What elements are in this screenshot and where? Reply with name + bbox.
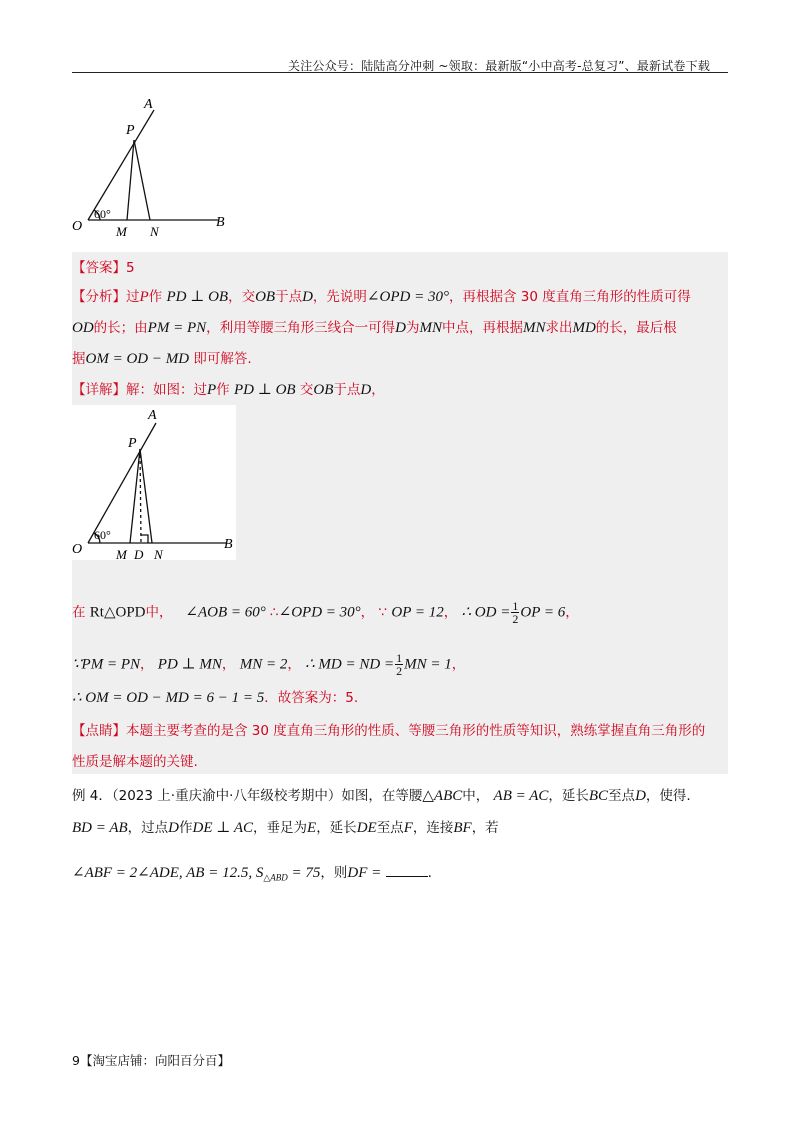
example-math: BD = AB [72,820,128,836]
figure-2-diagram [70,405,240,565]
detail-text: 交 [299,382,314,398]
analysis-line-2 [72,318,677,338]
example-math: AB = AC [493,788,549,804]
example-math: DE [356,820,377,836]
analysis-math: D [395,320,406,336]
analysis-text: 即可解答. [193,351,252,367]
fraction-denominator: 2 [396,664,403,678]
solution-math: MN = 2 [239,656,288,673]
example-math: BC [588,788,609,804]
example4-line-1 [72,786,691,806]
detail-line [72,380,385,400]
fraction-denominator: 2 [512,612,519,626]
answer-label: 【答案】 [72,260,126,276]
solution-math: ∴ OM = OD − MD = 6 − 1 = 5 [72,690,265,706]
detail-math: P [207,382,217,398]
example-text: . [427,865,432,881]
analysis-math: PM = PN [147,320,207,336]
detail-text: 作 [216,382,230,398]
analysis-math: MN [419,320,442,336]
comment-text: 性质是解本题的关键. [72,754,198,770]
label-a: A [148,408,157,423]
solution-text: ， [360,604,375,621]
label-n: N [150,224,159,239]
label-b: B [216,215,225,230]
answer-blank [386,862,428,877]
example-subscript: △ABD [263,872,288,883]
solution-math: Rt△OPD [89,604,146,621]
solution-math: MN = 1 [404,656,452,673]
label-m: M [116,547,127,562]
example-text: ，若 [471,820,499,836]
example-text: ，过点 [127,820,169,836]
solution-text: ， [287,656,301,673]
example-math: = 75 [287,865,321,881]
footer-text: 9【淘宝店铺：向阳百分百】 [72,1053,230,1068]
analysis-text: 过 [126,289,140,305]
example-math: D [168,820,180,836]
label-m: M [116,224,127,239]
detail-label: 【详解】 [72,382,126,398]
label-d: D [134,547,144,562]
solution-text: ∵ [378,604,388,621]
header-divider [72,72,728,73]
example-math: D [635,788,646,804]
analysis-line-3 [72,349,252,369]
example-text: ，连接 [412,820,454,836]
analysis-math: PD ⊥ OB [166,289,229,305]
analysis-text: 中点，再根据 [441,320,523,336]
solution-text: ， [221,656,236,673]
fraction-numerator: 1 [512,599,519,613]
answer-line [72,258,135,278]
solution-math: ∴ OD = [461,604,511,621]
example-text: ，则 [320,865,348,881]
analysis-text: 求出 [545,320,573,336]
example-math: DF = [347,865,382,881]
solution-line-1 [72,600,579,625]
analysis-math: D [302,289,313,305]
solution-text: ∴ [270,604,279,621]
example-text: ，延长 [548,788,589,804]
segment-pn [134,140,150,220]
analysis-math: OM = OD − MD [85,351,190,367]
example-text: 作 [179,820,193,836]
label-angle: 60° [94,528,111,542]
solution-math: OP = 12 [391,604,444,621]
solution-text: ， [443,604,458,621]
label-angle: 60° [94,207,111,221]
example-math: F [403,820,413,836]
header-text: 关注公众号：陆陆高分冲刺 ~领取：最新版“小中高考-总复习”、最新试卷下载 [288,59,711,73]
segment-pn [140,449,152,543]
fraction-numerator: 1 [396,651,403,665]
analysis-math: ∠OPD = 30° [366,289,449,305]
example-text: 例 4．（2023 上·重庆渝中·八年级校考期中）如图，在等腰 [72,788,423,804]
solution-text: ， [451,656,466,673]
solution-math: ∴ MD = ND = [305,656,395,673]
solution-math: OP = 6 [520,604,566,621]
fraction-half [511,600,519,625]
solution-math: ∠OPD = 30° [278,604,361,621]
example-math: DE ⊥ AC [192,820,254,836]
detail-text: 解：如图：过 [126,382,207,398]
analysis-text: 作 [148,289,163,305]
example-text: ，垂足为 [253,820,308,836]
solution-math: ∵PM = PN [72,656,140,673]
analysis-text: 的长；由 [93,320,148,336]
detail-text: 于点 [333,382,361,398]
example-math: △ABC [422,788,463,804]
detail-text: ， [371,382,385,398]
example-math: E [307,820,317,836]
detail-math: D [360,382,372,398]
example-math: ∠ABF = 2∠ADE, AB = 12.5, S [72,865,264,881]
answer-value: 5 [126,260,135,276]
solution-text: ．故答案为：5. [264,690,359,706]
analysis-text: 据 [72,351,86,367]
analysis-math: OD [72,320,94,336]
example4-line-3 [72,862,432,888]
label-o: O [72,219,83,234]
solution-text: 在 [72,604,86,621]
label-o: O [72,542,83,557]
analysis-text: ，利用等腰三角形三线合一可得 [206,320,396,336]
solution-math: PD ⊥ MN [157,656,222,673]
segment-pm [130,449,140,543]
solution-text: ， [565,604,579,621]
analysis-math: P [139,289,149,305]
example-text: ，延长 [316,820,357,836]
example4-line-2 [72,818,499,838]
example-math: BF [453,820,472,836]
analysis-math: MN [522,320,546,336]
analysis-line-1 [72,287,691,307]
analysis-text: 于点 [275,289,303,305]
analysis-math: MD [572,320,596,336]
label-p: P [126,123,135,138]
comment-text: 本题主要考查的是含 30 度直角三角形的性质、等腰三角形的性质等知识，熟练掌握直角三角形的 [126,723,706,739]
figure-1-diagram [70,92,240,242]
label-n: N [154,547,163,562]
segment-pd [140,449,141,543]
analysis-text: 的长，最后根 [595,320,677,336]
solution-text: 中， [145,604,173,621]
solution-line-3 [72,688,358,708]
solution-line-2 [72,652,465,677]
ray-oa [88,110,154,220]
label-b: B [224,537,233,552]
detail-math: PD ⊥ OB [233,382,296,398]
right-angle-mark [141,535,148,543]
analysis-math: OB [255,289,276,305]
comment-line-1 [72,721,705,741]
comment-label: 【点睛】 [72,723,126,739]
example-text: 至点 [608,788,636,804]
analysis-text: ，先说明 [312,289,367,305]
comment-line-2 [72,752,198,772]
analysis-label: 【分析】 [72,289,126,305]
solution-text: ， [140,656,154,673]
detail-math: OB [313,382,334,398]
example-text: 中， [462,788,490,804]
example-text: 至点 [376,820,404,836]
fraction-half [395,652,403,677]
label-a: A [144,97,153,112]
solution-math: ∠AOB = 60° [185,604,266,621]
example-text: ，使得. [645,788,691,804]
analysis-text: ，再根据含 30 度直角三角形的性质可得 [448,289,691,305]
label-p: P [128,436,137,451]
ray-oa [88,423,156,543]
analysis-text: ，交 [228,289,256,305]
analysis-text: 为 [405,320,420,336]
